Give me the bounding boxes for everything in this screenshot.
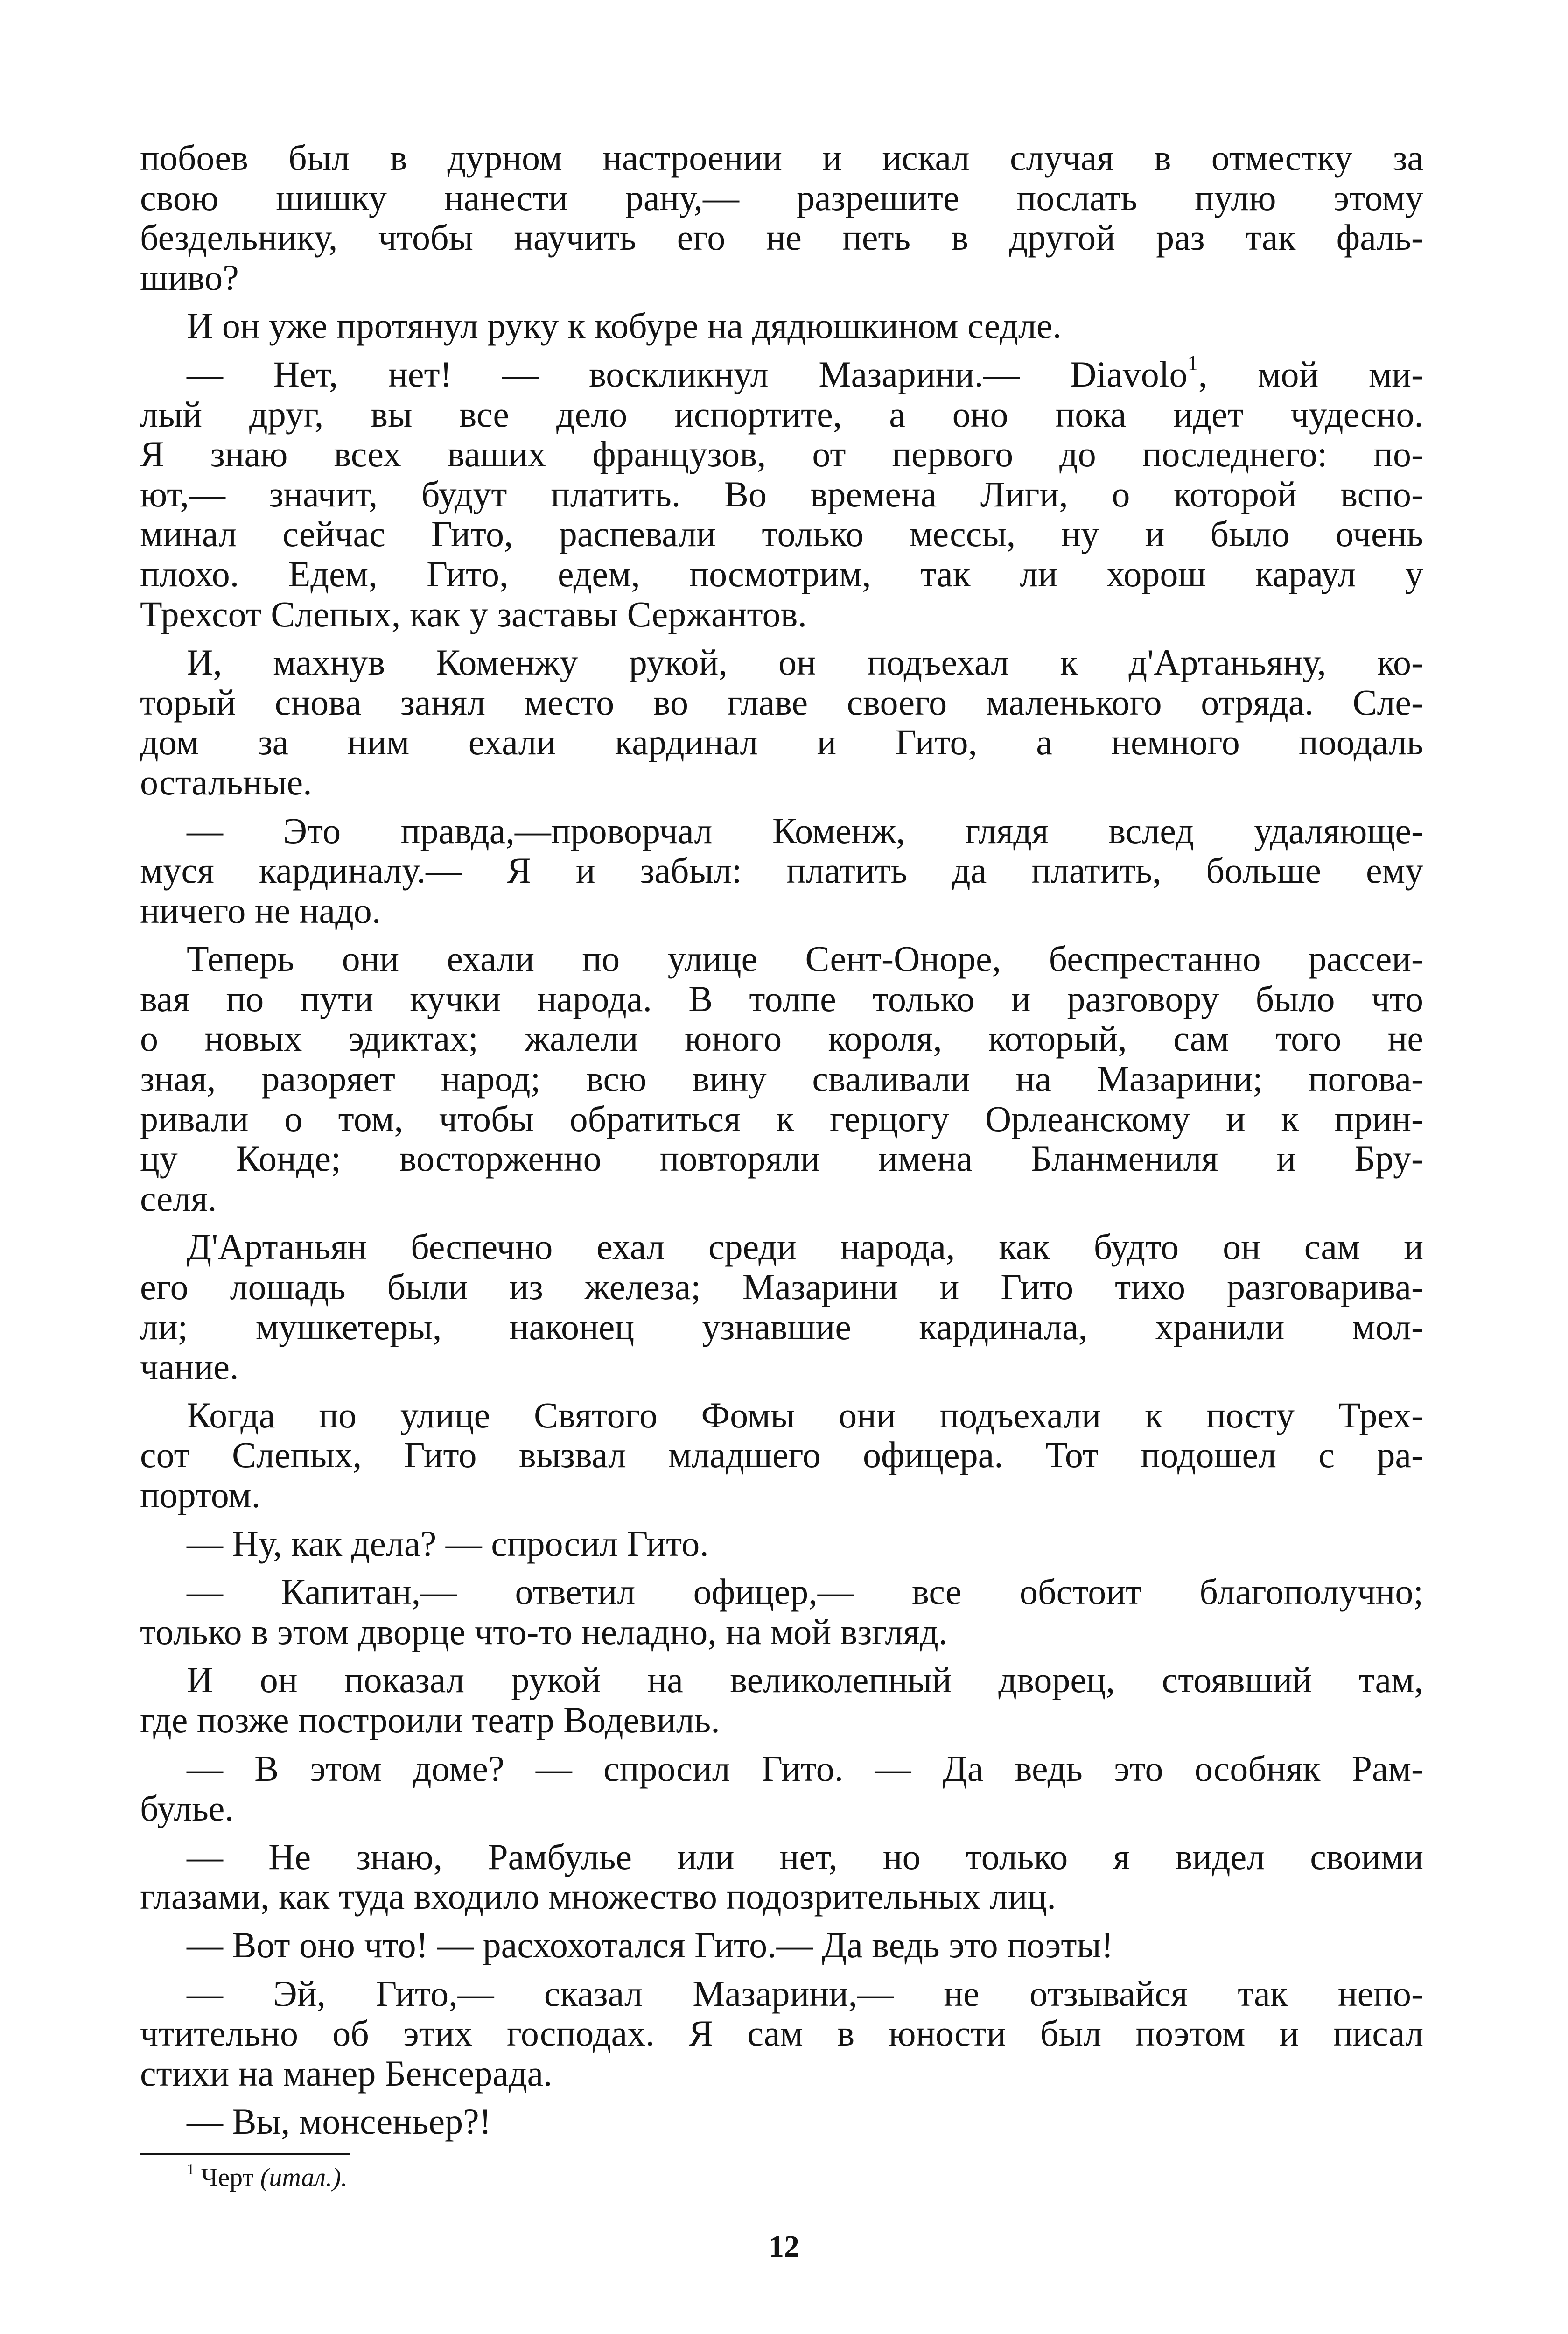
paragraph	[140, 351, 1423, 634]
text-line: только в этом дворце что-то неладно, на мой взгляд.	[140, 1611, 948, 1652]
text-segment: , мой ми-	[1198, 353, 1423, 394]
text-line: вая по пути кучки народа. В толпе только и разговору было что	[140, 978, 1423, 1019]
footnote-number: 1	[187, 2160, 195, 2178]
paragraph	[140, 1572, 1423, 1652]
paragraph	[140, 1925, 1423, 1965]
paragraph	[140, 811, 1423, 931]
text-line: его лошадь были из железа; Мазарини и Гито тихо разговарива-	[140, 1266, 1423, 1308]
text-line: глазами, как туда входило множество подозрительных лиц.	[140, 1876, 1056, 1917]
text-line: — Вы, монсеньер?!	[187, 2101, 491, 2142]
text-line: — Капитан,— ответил офицер,— все обстоит благополучно;	[187, 1571, 1423, 1612]
text-line: Теперь они ехали по улице Сент-Оноре, беспрестанно рассеи-	[187, 938, 1423, 979]
text-line: — Не знаю, Рамбулье или нет, но только я видел своими	[187, 1836, 1423, 1877]
paragraph	[140, 1749, 1423, 1828]
paragraph	[140, 939, 1423, 1218]
text-line: сот Слепых, Гито вызвал младшего офицера. Тот подошел с ра-	[140, 1434, 1423, 1476]
text-line: ривали о том, чтобы обратиться к герцогу Орлеанскому и к прин-	[140, 1098, 1423, 1139]
paragraph	[140, 1227, 1423, 1386]
main-text	[140, 138, 1423, 2142]
paragraph	[140, 1974, 1423, 2094]
text-line: бездельнику, чтобы научить его не петь в другой раз так фаль-	[140, 217, 1423, 258]
text-line: муся кардиналу.— Я и забыл: платить да платить, больше ему	[140, 850, 1423, 891]
footnote-marker: 1	[1187, 351, 1198, 375]
paragraph	[140, 1837, 1423, 1917]
text-line: Трехсот Слепых, как у заставы Сержантов.	[140, 593, 807, 634]
text-line: цу Конде; восторженно повторяли имена Бланмениля и Бру-	[140, 1138, 1423, 1179]
text-line: минал сейчас Гито, распевали только мессы, ну и было очень	[140, 513, 1423, 555]
paragraph	[140, 642, 1423, 802]
text-line: И, махнув Коменжу рукой, он подъехал к д'Артаньяну, ко-	[187, 642, 1423, 683]
text-line: о новых эдиктах; жалели юного короля, который, сам того не	[140, 1018, 1423, 1059]
text-line: — В этом доме? — спросил Гито. — Да ведь это особняк Рам-	[187, 1748, 1423, 1789]
paragraph	[140, 1524, 1423, 1564]
text-line: чание.	[140, 1346, 239, 1387]
paragraph	[140, 1395, 1423, 1515]
paragraph	[140, 138, 1423, 297]
text-line: — Ну, как дела? — спросил Гито.	[187, 1523, 709, 1564]
text-line: дом за ним ехали кардинал и Гито, а немного поодаль	[140, 722, 1423, 763]
text-line: ют,— значит, будут платить. Во времена Лиги, о которой вспо-	[140, 473, 1423, 514]
text-line: шиво?	[140, 257, 239, 298]
text-line: торый снова занял место во главе своего маленького отряда. Сле-	[140, 682, 1423, 723]
footnote-note: (итал.).	[260, 2163, 348, 2192]
text-line: селя.	[140, 1178, 217, 1219]
paragraph	[140, 2102, 1423, 2142]
page-number: 12	[769, 2229, 799, 2264]
paragraph	[140, 1660, 1423, 1740]
text-line: чтительно об этих господах. Я сам в юности был поэтом и писал	[140, 2013, 1423, 2054]
footnote-divider	[140, 2153, 350, 2155]
text-line: — Это правда,—проворчал Коменж, глядя вслед удаляюще-	[187, 810, 1423, 851]
text-line: И он показал рукой на великолепный дворец, стоявший там,	[187, 1659, 1423, 1701]
text-line	[140, 351, 1423, 394]
footnote-text: Черт	[201, 2163, 254, 2192]
text-line: свою шишку нанести рану,— разрешите послать пулю этому	[140, 177, 1423, 218]
text-line: ничего не надо.	[140, 890, 381, 931]
text-segment: — Нет, нет! — воскликнул Мазарини.— Diavolo	[187, 353, 1188, 394]
text-line: — Вот оно что! — расхохотался Гито.— Да ведь это поэты!	[187, 1924, 1113, 1965]
text-line: ли; мушкетеры, наконец узнавшие кардинала, хранили мол-	[140, 1306, 1423, 1347]
text-line: — Эй, Гито,— сказал Мазарини,— не отзывайся так непо-	[187, 1973, 1423, 2014]
text-line: портом.	[140, 1475, 261, 1515]
text-line: зная, разоряет народ; всю вину сваливали на Мазарини; погова-	[140, 1058, 1423, 1099]
footnote	[187, 2161, 348, 2194]
text-line: Я знаю всех ваших французов, от первого до последнего: по-	[140, 434, 1423, 475]
text-line: остальные.	[140, 761, 312, 802]
paragraph	[140, 306, 1423, 346]
text-line: И он уже протянул руку к кобуре на дядюшкином седле.	[187, 305, 1062, 346]
text-line: побоев был в дурном настроении и искал случая в отместку за	[140, 137, 1423, 178]
text-line: лый друг, вы все дело испортите, а оно пока идет чудесно.	[140, 394, 1423, 435]
text-line: где позже построили театр Водевиль.	[140, 1699, 720, 1740]
text-line: Когда по улице Святого Фомы они подъехали к посту Трех-	[187, 1394, 1423, 1435]
text-line: булье.	[140, 1788, 234, 1829]
text-line: Д'Артаньян беспечно ехал среди народа, как будто он сам и	[187, 1226, 1423, 1267]
text-line: стихи на манер Бенсерада.	[140, 2053, 553, 2094]
page-body	[140, 138, 1423, 2142]
text-line: плохо. Едем, Гито, едем, посмотрим, так ли хорош караул у	[140, 553, 1423, 594]
